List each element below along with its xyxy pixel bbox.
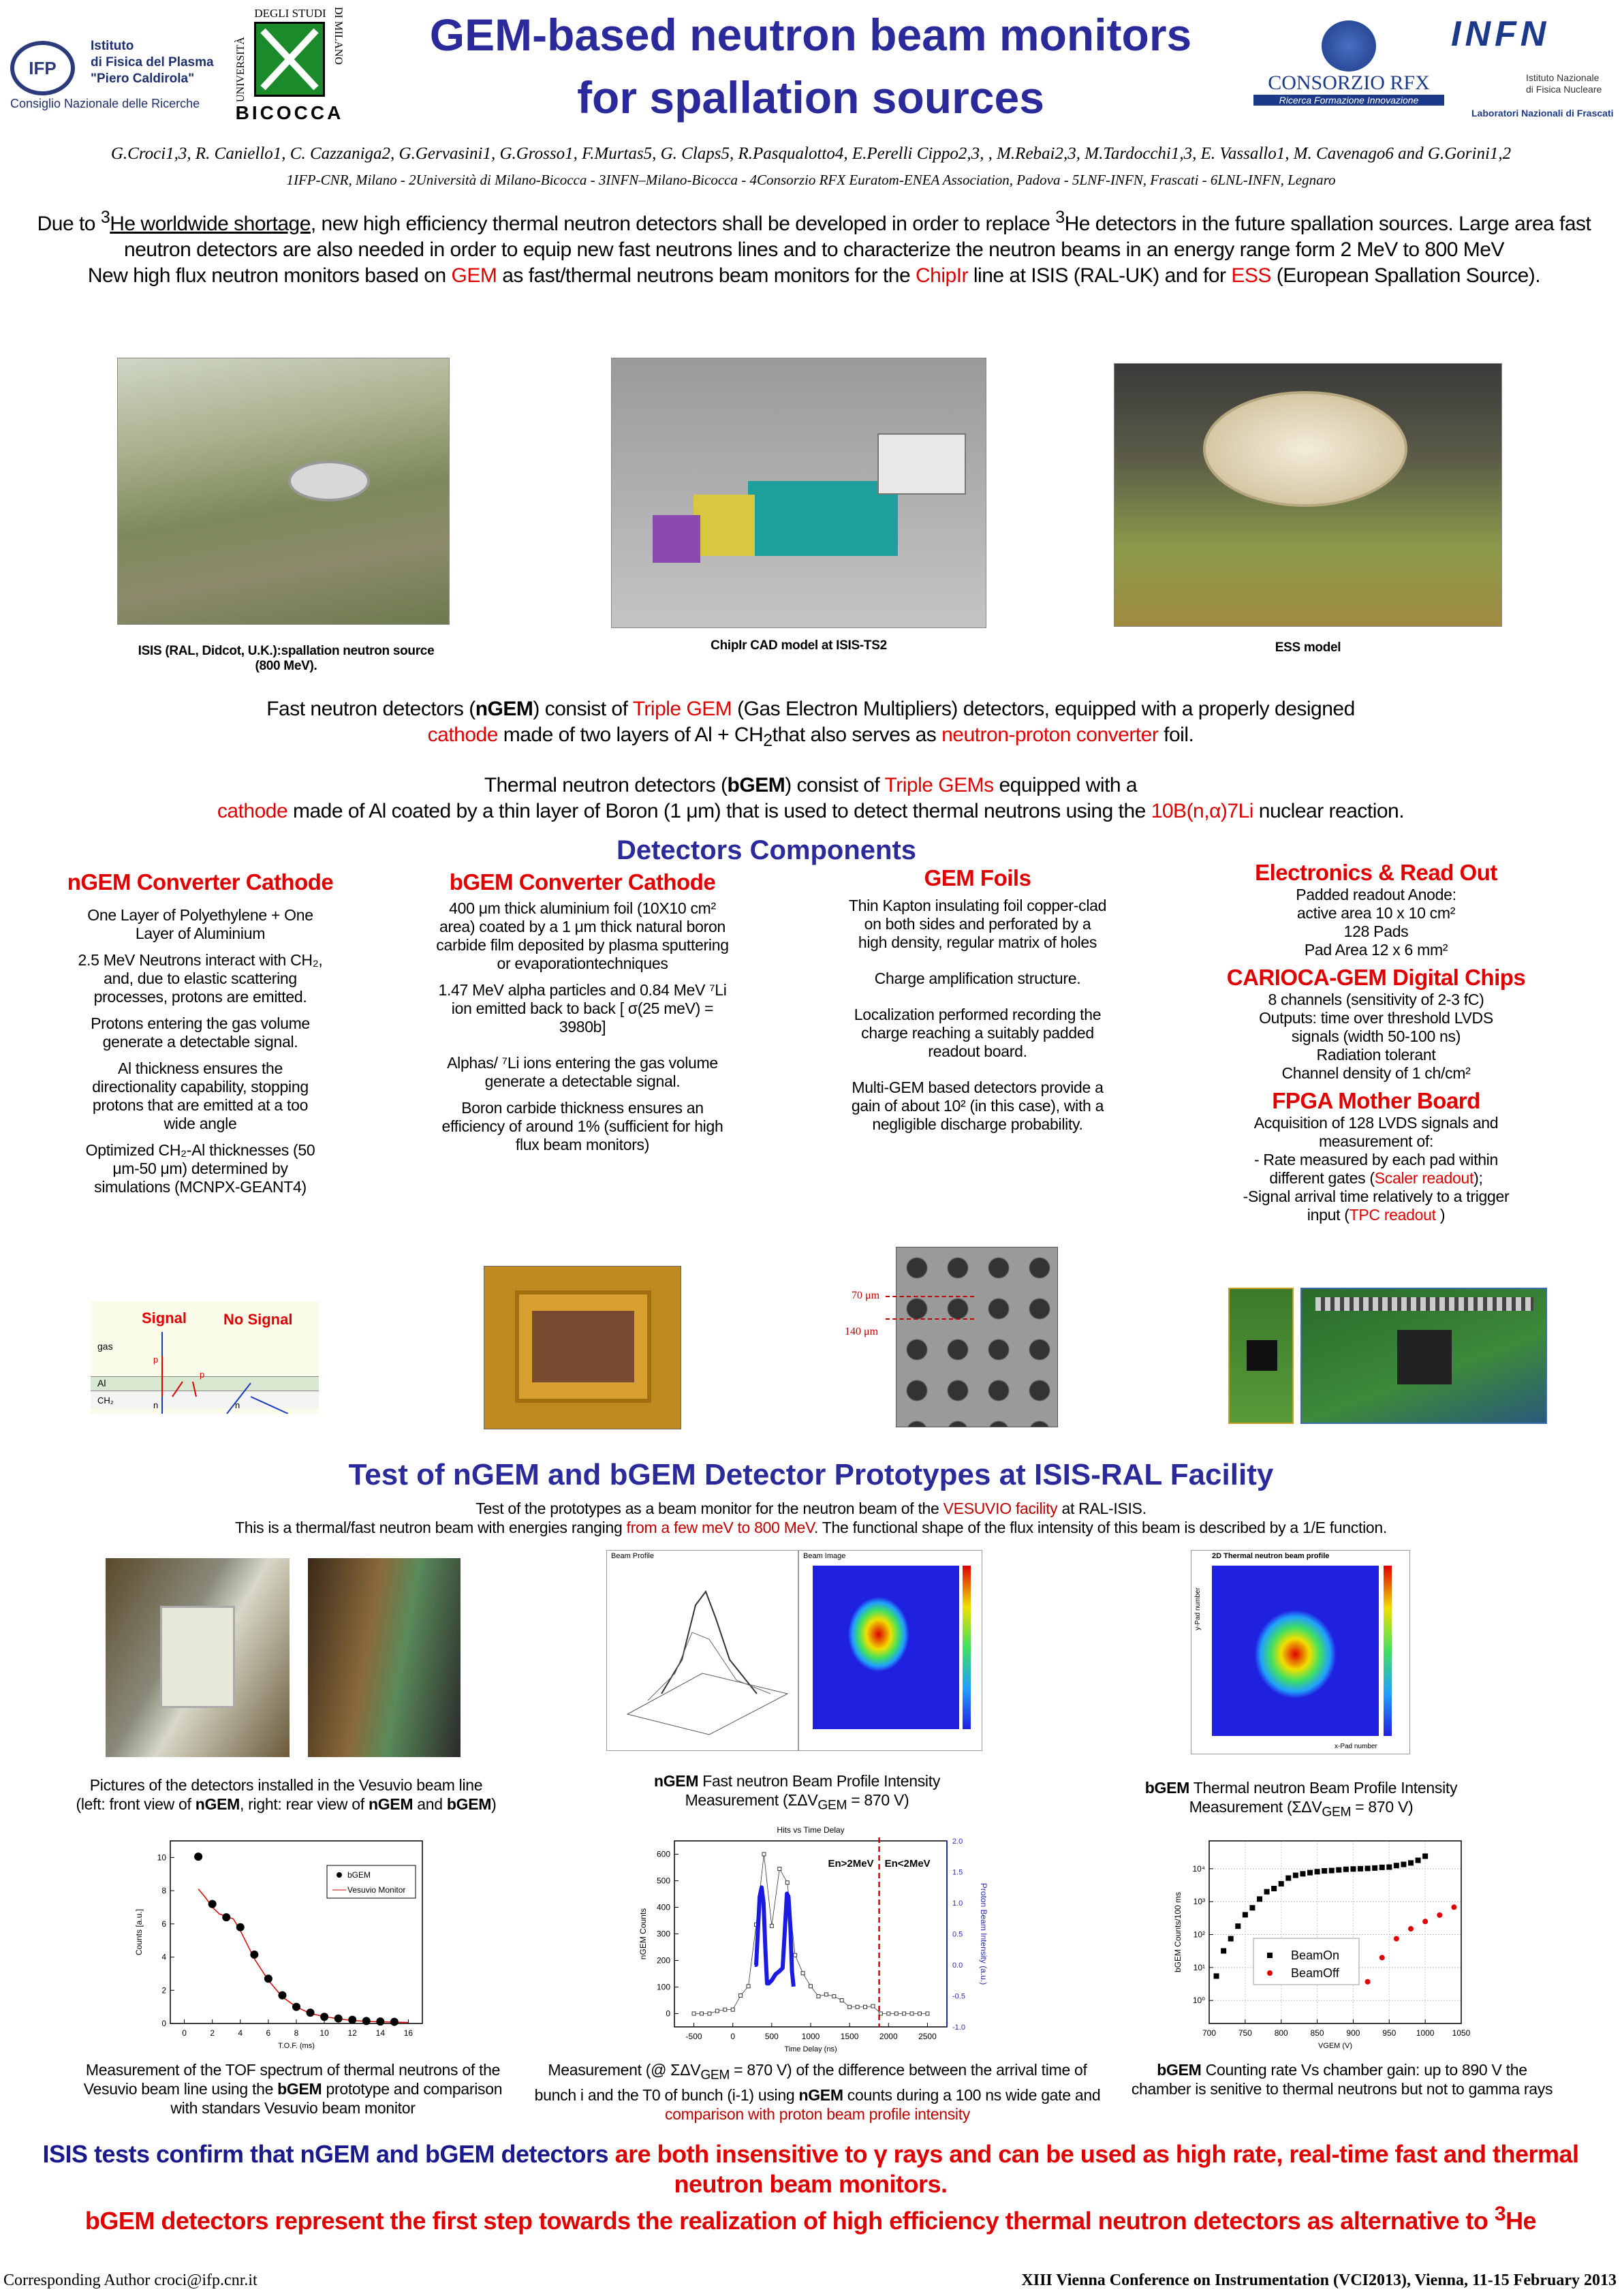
logo-infn xyxy=(1451,14,1621,123)
panel-title: Beam Profile xyxy=(611,1552,654,1560)
beam-on-point xyxy=(1315,1869,1320,1874)
ngem-text: 2.5 MeV Neutrons interact with CH₂, and, due to elastic scattering processes, protons are emitted. xyxy=(78,951,323,1006)
y-tick-label: 500 xyxy=(656,1876,670,1886)
fpga-text: - Rate measured by each pad within different gates (Scaler readout); xyxy=(1253,1151,1498,1187)
beam-off-point xyxy=(1451,1904,1456,1910)
y2-tick-label: 1.5 xyxy=(952,1868,963,1877)
y2-tick-label: -0.5 xyxy=(952,1992,965,2001)
hole-size-label: 70 μm xyxy=(852,1290,880,1301)
ngem-counts-point xyxy=(778,1867,781,1870)
beam-on-point xyxy=(1329,1868,1335,1874)
carioca-text: Outputs: time over threshold LVDS xyxy=(1259,1009,1493,1027)
neutron-label: n xyxy=(153,1400,159,1410)
infn-text: Istituto Nazionale xyxy=(1526,72,1600,83)
ngem-counts-point xyxy=(770,1924,773,1927)
y-axis-label: y-Pad number xyxy=(1194,1587,1202,1630)
test-heading: Test of nGEM and bGEM Detector Prototypes at ISIS-RAL Facility xyxy=(348,1458,1274,1491)
isis-caption: ISIS (RAL, Didcot, U.K.):spallation neutron source (800 MeV). xyxy=(138,644,435,673)
bgem-point xyxy=(222,1913,230,1921)
beam-on-point xyxy=(1416,1858,1421,1863)
gem-text: Thin Kapton insulating foil copper-clad on both sides and perforated by a high density, regular matrix of holes xyxy=(848,897,1107,951)
ngem-cathode-column xyxy=(57,869,343,1205)
carioca-board-photo xyxy=(1228,1288,1294,1424)
x-tick-label: 2500 xyxy=(918,2032,937,2041)
beam-on-point xyxy=(1422,1853,1428,1859)
bgem-cathode-title: bGEM Converter Cathode xyxy=(449,869,716,895)
title-line: for spallation sources xyxy=(577,72,1044,123)
electronics-column xyxy=(1219,860,1533,1224)
logo-bicocca-text: DI MILANO xyxy=(332,7,344,65)
ngem-counts-line xyxy=(694,1855,928,2014)
beam-on-point xyxy=(1279,1881,1284,1887)
legend-label: BeamOn xyxy=(1291,1949,1340,1962)
annotation: En>2MeV xyxy=(828,1858,874,1870)
bgem-point xyxy=(208,1900,217,1908)
beam-on-point xyxy=(1228,1936,1234,1942)
x-tick-label: 10 xyxy=(319,2028,329,2038)
poster-title xyxy=(368,3,1253,129)
y2-axis-title: Proton Beam Intensity (a.u.) xyxy=(979,1882,988,1985)
intro-text: Due to $^3$He worldwide shortage, new high efficiency thermal neutron detectors shall be developed in order to replace $^3$He detectors in the future spallation sources. Large area fast neutron detectors are also needed in order to equip new fast neutrons lines and to characterize the neutron beams in an energy range form 2 MeV to 800 MeV New high flux neutron monitors based on GEM as fast/thermal neutrons beam monitors for the ChipIr line at ISIS (RAL-UK) and for ESS (European Spallation Source). xyxy=(37,208,1591,287)
color-scale xyxy=(1384,1566,1392,1736)
ngem-counts-point xyxy=(723,2008,727,2011)
lego-plot xyxy=(621,1578,791,1741)
ch2-label: CH₂ xyxy=(97,1395,114,1406)
ngem-text: One Layer of Polyethylene + One Layer of Aluminium xyxy=(87,906,313,942)
bgem-point xyxy=(320,2013,328,2021)
beam-on-point xyxy=(1408,1860,1414,1865)
logo-ifp-line: Istituto xyxy=(91,39,134,53)
dimension-line xyxy=(886,1318,974,1320)
chipir-cad-model xyxy=(611,358,986,628)
legend-marker-beamon xyxy=(1267,1953,1273,1958)
rfx-tagline: Ricerca Formazione Innovazione xyxy=(1253,95,1444,106)
legend-marker-bgem xyxy=(337,1872,342,1878)
beam-on-point xyxy=(1271,1886,1277,1891)
thermal-neutron-paragraph: Thermal neutron detectors (bGEM) consist of Triple GEMs equipped with a cathode made of Al coated by a thin layer of Boron (1 μm) that is used to detect thermal neutrons using the 10B(n,α)7Li nuclear reaction. xyxy=(217,774,1405,822)
rfx-name: CONSORZIO RFX xyxy=(1268,72,1430,94)
y-tick-label: 8 xyxy=(161,1886,166,1896)
affiliations: 1IFP-CNR, Milano - 2Università di Milano-Bicocca - 3INFN–Milano-Bicocca - 4Consorzio RFX Euratom-ENEA Association, Padova - 5LNF-INFN, Frascati - 6LNL-INFN, Legnaro xyxy=(286,172,1336,188)
beam-on-point xyxy=(1379,1865,1385,1870)
logo-ifp-line: Consiglio Nazionale delle Ricerche xyxy=(10,97,200,110)
bgem-point xyxy=(236,1923,245,1932)
x-tick-label: 1000 xyxy=(801,2032,820,2041)
ngem-text: Al thickness ensures the directionality capability, stopping protons that are emitted at a too wide angle xyxy=(92,1059,309,1132)
gem-foils-title: GEM Foils xyxy=(924,865,1031,890)
beam-on-point xyxy=(1372,1865,1377,1871)
title-line: GEM-based neutron beam monitors xyxy=(429,10,1192,60)
beam-on-point xyxy=(1401,1862,1406,1867)
logo-consorzio-rfx xyxy=(1253,20,1444,116)
ngem-cathode-title: nGEM Converter Cathode xyxy=(67,869,334,895)
x-axis-title: Time Delay (ns) xyxy=(784,2045,837,2053)
bgem-text: Boron carbide thickness ensures an efficiency of around 1% (sufficient for high flux beam monitors) xyxy=(441,1099,723,1153)
y-tick-label: 300 xyxy=(656,1929,670,1939)
tof-caption: Measurement of the TOF spectrum of thermal neutrons of the Vesuvio beam line using the bGEM prototype and comparison with standars Vesuvio beam monitor xyxy=(83,2061,503,2117)
carioca-text: 8 channels (sensitivity of 2-3 fC) xyxy=(1268,991,1484,1008)
fpga-board-photo xyxy=(1300,1288,1547,1424)
y-axis-title: bGEM Counts/100 ms xyxy=(1173,1891,1183,1973)
rfx-emblem xyxy=(1322,20,1376,72)
ess-caption: ESS model xyxy=(1275,640,1341,655)
bgem-beam-profile-panel xyxy=(1191,1550,1410,1754)
bgem-cathode-photo xyxy=(484,1266,681,1429)
gem-text: Charge amplification structure. xyxy=(874,969,1081,987)
bgem-point xyxy=(307,2008,315,2017)
test-intro: Test of the prototypes as a beam monitor for the neutron beam of the VESUVIO facility at RAL-ISIS. This is a thermal/fast neutron beam with energies ranging from a few meV to 800 MeV. The functional shape of the flux intensity of this beam is described by a 1/E function. xyxy=(235,1500,1387,1536)
x-tick-label: 12 xyxy=(347,2028,357,2038)
y-tick-label: 10 xyxy=(157,1852,166,1863)
bgem-text: 1.47 MeV alpha particles and 0.84 MeV ⁷Li ion emitted back to back [ σ(25 meV) = 3980b] xyxy=(438,981,727,1036)
footer-author: Corresponding Author croci@ifp.cnr.it xyxy=(3,2271,258,2289)
y2-tick-label: 2.0 xyxy=(952,1837,963,1846)
y-tick-label: 200 xyxy=(656,1955,670,1966)
electronics-title: Electronics & Read Out xyxy=(1255,860,1497,885)
y-tick-label: 10¹ xyxy=(1193,1962,1205,1972)
ngem-counts-point xyxy=(731,2008,734,2011)
beam-off-point xyxy=(1422,1919,1428,1924)
bgem-point xyxy=(334,2015,343,2023)
ngem-beam-profile-panel xyxy=(606,1550,798,1751)
ngem-counts-point xyxy=(801,1972,805,1975)
logo-ifp-line: "Piero Caldirola" xyxy=(91,72,195,86)
beam-on-point xyxy=(1350,1866,1356,1872)
carioca-text: signals (width 50-100 ns) xyxy=(1291,1027,1461,1045)
infn-text: di Fisica Nucleare xyxy=(1526,84,1602,95)
x-tick-label: -500 xyxy=(685,2032,702,2041)
signal-label: Signal xyxy=(142,1309,187,1327)
ngem-counts-point xyxy=(887,2012,890,2015)
x-tick-label: 900 xyxy=(1346,2028,1360,2038)
y-tick-label: 2 xyxy=(161,1985,166,1996)
x-tick-label: 1500 xyxy=(840,2032,859,2041)
no-signal-label: No Signal xyxy=(223,1311,293,1328)
x-tick-label: 6 xyxy=(266,2028,271,2038)
x-tick-label: 16 xyxy=(403,2028,414,2038)
ngem-counts-point xyxy=(692,2012,696,2015)
ngem-front-photo xyxy=(106,1558,290,1757)
ngem-counts-point xyxy=(739,1994,743,1997)
beam-on-point xyxy=(1386,1864,1392,1870)
y-axis-title: nGEM Counts xyxy=(638,1908,648,1960)
ngem-text: Optimized CH₂-Al thicknesses (50 μm-50 μm) determined by simulations (MCNPX-GEANT4) xyxy=(85,1141,315,1196)
ngem-counts-point xyxy=(747,1985,750,1988)
dimension-line xyxy=(886,1296,974,1297)
rate-caption: bGEM Counting rate Vs chamber gain: up to 890 V the chamber is senitive to thermal neutrons but not to gamma rays xyxy=(1131,2061,1553,2098)
annotation: En<2MeV xyxy=(884,1858,931,1870)
gem-foils-column xyxy=(848,865,1107,1142)
beam-off-point xyxy=(1379,1955,1385,1960)
ngem-counts-point xyxy=(856,2005,859,2008)
bicocca-emblem xyxy=(254,22,325,97)
fpga-title: FPGA Mother Board xyxy=(1272,1088,1480,1113)
heatmap xyxy=(1212,1566,1379,1736)
beam-on-point xyxy=(1322,1868,1327,1874)
x-tick-label: 2 xyxy=(210,2028,215,2038)
chipir-caption: ChipIr CAD model at ISIS-TS2 xyxy=(711,638,887,653)
fast-profile-caption: nGEM Fast neutron Beam Profile Intensity Measurement ($\Sigma\Delta V_{GEM} = 870$ V) xyxy=(653,1772,941,1813)
heatmap xyxy=(813,1566,959,1729)
ess-model-photo xyxy=(1114,363,1502,627)
conclusion-bgem: bGEM detectors represent the first step towards the realization of high efficiency thermal neutron detectors as alternative to $^3$He xyxy=(84,2203,1537,2235)
x-tick-label: 8 xyxy=(294,2028,299,2038)
x-axis-title: T.O.F. (ms) xyxy=(278,2042,315,2050)
gem-text: Multi-GEM based detectors provide a gain of about 10² (in this case), with a negligible discharge probability. xyxy=(851,1079,1104,1133)
electronics-text: Padded readout Anode: xyxy=(1296,886,1456,903)
x-tick-label: 0 xyxy=(730,2032,736,2041)
ngem-cathode-diagram xyxy=(91,1301,319,1414)
neutron-label: n xyxy=(235,1400,240,1410)
counting-rate-chart xyxy=(1158,1833,1567,2058)
bgem-point xyxy=(348,2016,356,2024)
x-tick-label: 2000 xyxy=(879,2032,898,2041)
ngem-counts-point xyxy=(848,2005,852,2008)
logo-bicocca xyxy=(235,7,344,124)
beam-on-point xyxy=(1300,1871,1305,1876)
x-tick-label: 4 xyxy=(238,2028,243,2038)
beam-on-point xyxy=(1293,1873,1298,1878)
x-axis-title: VGEM (V) xyxy=(1317,2042,1353,2050)
isis-aerial-photo xyxy=(117,358,450,625)
thermal-profile-caption: bGEM Thermal neutron Beam Profile Intensity Measurement ($\Sigma\Delta V_{GEM} = 870$ V) xyxy=(1144,1779,1458,1820)
ngem-counts-point xyxy=(715,2009,719,2013)
beam-on-point xyxy=(1358,1866,1363,1872)
logo-ifp xyxy=(10,34,228,116)
y2-tick-label: 0.5 xyxy=(952,1930,963,1939)
beam-on-point xyxy=(1336,1867,1341,1873)
logo-bicocca-text: DEGLI STUDI xyxy=(254,7,326,20)
legend-marker-beamoff xyxy=(1267,1970,1273,1976)
beam-off-point xyxy=(1437,1912,1442,1918)
ngem-counts-point xyxy=(903,2012,906,2015)
fpga-text: Acquisition of 128 LVDS signals and measurement of: xyxy=(1253,1114,1499,1150)
authors: G.Croci1,3, R. Caniello1, C. Cazzaniga2, G.Gervasini1, G.Grosso1, F.Murtas5, G. Claps5, R.Pasqualotto4, E.Perelli Cippo2,3, , M.Rebai2,3, M.Tardocchi1,3, E. Vassallo1, M. Cavenago6 and G.Gorini1,2 xyxy=(110,144,1512,163)
logo-ifp-line: di Fisica del Plasma xyxy=(91,55,214,69)
electronics-text: 128 Pads xyxy=(1343,922,1409,940)
legend-label: bGEM xyxy=(347,1870,371,1880)
x-tick-label: 800 xyxy=(1274,2028,1288,2038)
x-tick-label: 14 xyxy=(375,2028,386,2038)
ngem-counts-point xyxy=(762,1852,766,1856)
x-tick-label: 950 xyxy=(1382,2028,1397,2038)
y-tick-label: 10³ xyxy=(1193,1897,1205,1907)
ngem-bgem-rear-photo xyxy=(308,1558,461,1757)
conclusion: ISIS tests confirm that nGEM and bGEM detectors are both insensitive to γ rays and can be used as high rate, real-time fast and thermal neutron beam monitors. bGEM detectors represent the first step towards the realization of high efficiency thermal neutron detectors as alternative to $^3$He xyxy=(7,2139,1615,2236)
vesuvio-monitor-line xyxy=(198,1889,408,2023)
gem-foil-sem-image xyxy=(896,1247,1058,1427)
x-axis-label: x-Pad number xyxy=(1335,1743,1377,1750)
y-tick-label: 0 xyxy=(161,2019,166,2028)
ngem-counts-point xyxy=(832,1995,836,1998)
ngem-counts-point xyxy=(894,2012,898,2015)
tof-spectrum-chart xyxy=(123,1833,436,2054)
bgem-text: 400 μm thick aluminium foil (10X10 cm² area) coated by a 1 μm thick natural boron carbide film deposited by plasma sputtering or evaporationtechniques xyxy=(436,899,729,972)
ngem-counts-point xyxy=(700,2012,704,2015)
beam-on-point xyxy=(1221,1948,1226,1953)
beam-on-point xyxy=(1243,1912,1248,1917)
y-tick-label: 10⁴ xyxy=(1192,1863,1205,1874)
bgem-point xyxy=(250,1951,258,1959)
y2-tick-label: -1.0 xyxy=(952,2023,965,2032)
y-tick-label: 4 xyxy=(161,1952,166,1962)
chart-title: Hits vs Time Delay xyxy=(777,1825,845,1835)
ngem-counts-point xyxy=(871,2004,875,2008)
beam-on-point xyxy=(1235,1923,1241,1929)
x-tick-label: 1000 xyxy=(1416,2028,1435,2038)
bgem-text: Alphas/ ⁷Li ions entering the gas volume generate a detectable signal. xyxy=(447,1054,718,1090)
electronics-text: Pad Area 12 x 6 mm² xyxy=(1304,941,1448,959)
hits-caption: Measurement (@ $\Sigma\Delta V_{GEM} = 870$ V) of the difference between the arrival time of bunch i and the T0 of bunch (i-1) using nGEM counts during a 100 ns wide gate and comparison with proton beam profile intensity xyxy=(534,2061,1101,2123)
y-tick-label: 400 xyxy=(656,1902,670,1912)
beam-on-point xyxy=(1343,1867,1349,1872)
proton-beam-line xyxy=(755,1887,794,1987)
carioca-text: Channel density of 1 ch/cm² xyxy=(1281,1064,1471,1082)
fast-neutron-paragraph: Fast neutron detectors (nGEM) consist of Triple GEM (Gas Electron Multipliers) detectors, equipped with a properly designed cathode made of two layers of $Al + CH_2that$ also serves as neutron-proton converter foil. xyxy=(266,698,1355,750)
x-tick-label: 500 xyxy=(764,2032,779,2041)
ngem-counts-point xyxy=(910,2012,914,2015)
ngem-beam-image-panel xyxy=(798,1550,982,1751)
proton-label: p xyxy=(153,1354,159,1365)
beam-on-point xyxy=(1307,1870,1313,1876)
beam-off-point xyxy=(1394,1936,1399,1942)
legend-label: Vesuvio Monitor xyxy=(347,1885,406,1895)
x-tick-label: 750 xyxy=(1238,2028,1252,2038)
proton-label: p xyxy=(200,1369,205,1380)
photos-caption: Pictures of the detectors installed in the Vesuvio beam line (left: front view of nGEM, right: rear view of nGEM and bGEM) xyxy=(76,1776,497,1813)
beam-on-point xyxy=(1365,1865,1371,1871)
footer-conference: XIII Vienna Conference on Instrumentation (VCI2013), Vienna, 11-15 February 2013 xyxy=(1021,2271,1617,2289)
carioca-text: Radiation tolerant xyxy=(1316,1046,1436,1064)
beam-on-point xyxy=(1214,1973,1219,1979)
color-scale xyxy=(963,1566,971,1729)
beam-on-point xyxy=(1394,1863,1399,1868)
ngem-counts-point xyxy=(864,2005,867,2008)
hits-vs-time-delay-chart xyxy=(599,1819,1022,2058)
y-tick-label: 100 xyxy=(656,1982,670,1992)
y-tick-label: 0 xyxy=(666,2008,670,2019)
ngem-counts-point xyxy=(918,2012,922,2015)
ngem-counts-point xyxy=(708,2012,711,2015)
ngem-counts-point xyxy=(794,1953,797,1957)
legend-label: BeamOff xyxy=(1291,1966,1339,1980)
y-tick-label: 6 xyxy=(161,1919,166,1929)
x-tick-label: 850 xyxy=(1310,2028,1324,2038)
x-tick-label: 700 xyxy=(1202,2028,1217,2038)
gem-text: Localization performed recording the charge reaching a suitably padded readout board. xyxy=(854,1006,1102,1060)
ngem-counts-point xyxy=(817,1995,820,1998)
beam-on-point xyxy=(1257,1896,1262,1902)
bgem-point xyxy=(390,2018,399,2026)
panel-title: Beam Image xyxy=(803,1552,846,1560)
beam-off-point xyxy=(1408,1926,1414,1932)
infn-text: Laboratori Nazionali di Frascati xyxy=(1471,108,1614,119)
al-label: Al xyxy=(97,1378,106,1389)
y-tick-label: 10² xyxy=(1193,1929,1205,1940)
x-tick-label: 0 xyxy=(182,2028,187,2038)
y-tick-label: 600 xyxy=(656,1849,670,1859)
bgem-point xyxy=(362,2017,371,2025)
ngem-counts-point xyxy=(926,2012,929,2015)
ngem-counts-point xyxy=(785,1881,789,1884)
bgem-point xyxy=(278,1991,286,2000)
y-tick-label: 10⁰ xyxy=(1192,1996,1205,2006)
infn-mark: INFN xyxy=(1451,14,1550,54)
logo-bicocca-text: BICOCCA xyxy=(235,102,344,123)
beam-on-point xyxy=(1264,1889,1270,1895)
gas-label: gas xyxy=(97,1341,113,1352)
ngem-counts-point xyxy=(840,1999,843,2002)
bgem-point xyxy=(194,1852,202,1861)
fpga-text: -Signal arrival time relatively to a trigger input (TPC readout ) xyxy=(1243,1188,1510,1224)
y2-tick-label: 1.0 xyxy=(952,1899,963,1908)
bgem-point xyxy=(292,2003,300,2011)
bgem-point xyxy=(264,1974,272,1983)
ngem-counts-point xyxy=(824,1993,828,1996)
electronics-text: active area 10 x 10 cm² xyxy=(1296,904,1456,922)
he-shortage-link[interactable]: He worldwide shortage xyxy=(110,213,311,235)
ifp-emblem: IFP xyxy=(10,41,75,95)
ngem-text: Protons entering the gas volume generate a detectable signal. xyxy=(91,1014,310,1051)
y-axis-title: Counts [a.u.] xyxy=(134,1908,144,1956)
pitch-label: 140 μm xyxy=(845,1326,879,1337)
bgem-cathode-column xyxy=(429,869,736,1162)
beam-on-point xyxy=(1285,1876,1291,1881)
ngem-counts-point xyxy=(809,1985,813,1988)
carioca-title: CARIOCA-GEM Digital Chips xyxy=(1226,965,1526,990)
logo-bicocca-text: UNIVERSITÀ xyxy=(235,37,247,102)
panel-title: 2D Thermal neutron beam profile xyxy=(1212,1552,1330,1560)
y2-tick-label: 0.0 xyxy=(952,1961,963,1970)
bgem-point xyxy=(376,2017,384,2026)
beam-off-point xyxy=(1365,1979,1371,1985)
x-tick-label: 1050 xyxy=(1452,2028,1471,2038)
beam-on-point xyxy=(1249,1905,1255,1910)
plot-frame xyxy=(1209,1841,1461,2023)
detectors-components-heading: Detectors Components xyxy=(616,835,917,865)
